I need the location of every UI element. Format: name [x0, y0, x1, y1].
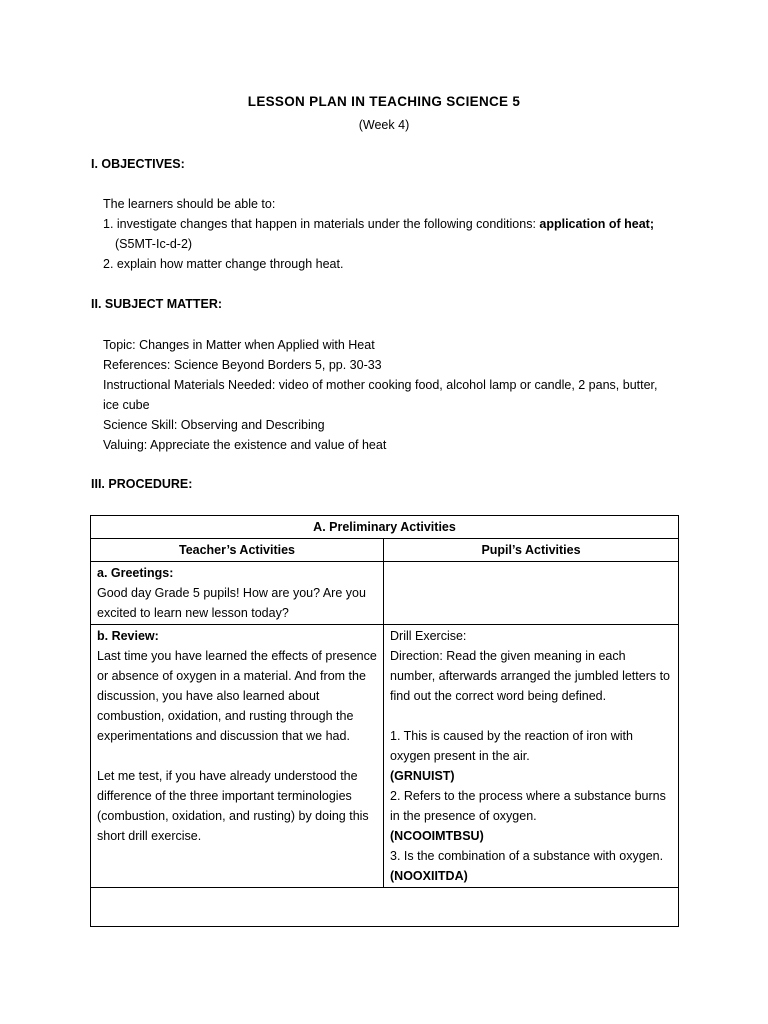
subject-valuing: Valuing: Appreciate the existence and value of heat	[103, 438, 387, 452]
objective-item-2: 2. explain how matter change through heat.	[103, 257, 344, 271]
greetings-text: Good day Grade 5 pupils! How are you? Are you excited to learn new lesson today?	[97, 586, 366, 620]
drill-answer-2: (NCOOIMTBSU)	[390, 829, 484, 843]
subject-matter-heading: II. SUBJECT MATTER:	[91, 297, 223, 311]
review-cell	[91, 625, 384, 888]
table-row	[91, 562, 679, 625]
document-title: LESSON PLAN IN TEACHING SCIENCE 5	[247, 94, 521, 109]
drill-cell	[384, 625, 679, 888]
teacher-column-header: Teacher’s Activities	[91, 539, 384, 562]
section-title-cell: A. Preliminary Activities	[91, 516, 679, 539]
procedure-table	[90, 515, 679, 927]
drill-answer-1: (GRNUIST)	[390, 769, 455, 783]
table-row	[91, 625, 679, 888]
subject-topic: Topic: Changes in Matter when Applied with Heat	[103, 338, 375, 352]
empty-row-cell	[91, 888, 679, 927]
review-paragraph-2: Let me test, if you have already understood the difference of the three important terminologies (combustion, oxidation, and rusting) by doing this short drill exercise.	[97, 769, 369, 843]
document-subtitle: (Week 4)	[358, 118, 410, 132]
procedure-heading: III. PROCEDURE:	[91, 477, 193, 491]
greetings-label: a. Greetings:	[97, 566, 174, 580]
drill-direction: Direction: Read the given meaning in each number, afterwards arranged the jumbled letters to find out the correct word being defined.	[390, 649, 671, 703]
review-paragraph-1: Last time you have learned the effects of presence or absence of oxygen in a material. And from the discussion, you have also learned about combustion, oxidation, and rusting through the experimentations and discussion that we had.	[97, 649, 377, 743]
drill-question-3: 3. Is the combination of a substance with oxygen.	[390, 849, 664, 863]
subject-references: References: Science Beyond Borders 5, pp. 30-33	[103, 358, 382, 372]
subject-materials-line-1: Instructional Materials Needed: video of mother cooking food, alcohol lamp or candle, 2 pans, butter,	[103, 378, 658, 392]
objectives-heading: I. OBJECTIVES:	[91, 157, 185, 171]
drill-answer-3: (NOOXIITDA)	[390, 869, 468, 883]
objective-item-1	[103, 217, 654, 231]
objectives-intro: The learners should be able to:	[103, 197, 276, 211]
table-row	[91, 516, 679, 539]
subject-materials-line-2: ice cube	[103, 398, 150, 412]
objective-item-1-text: 1. investigate changes that happen in materials under the following conditions:	[103, 217, 540, 231]
objective-item-1-emphasis: application of heat;	[539, 217, 654, 231]
table-row	[91, 888, 679, 927]
greetings-pupil-cell	[384, 562, 679, 625]
drill-question-2: 2. Refers to the process where a substance burns in the presence of oxygen.	[390, 789, 666, 823]
drill-question-1: 1. This is caused by the reaction of iron with oxygen present in the air.	[390, 729, 633, 763]
subject-skill: Science Skill: Observing and Describing	[103, 418, 325, 432]
drill-title: Drill Exercise:	[390, 629, 467, 643]
review-label: b. Review:	[97, 629, 159, 643]
objective-item-1-code: (S5MT-Ic-d-2)	[115, 237, 193, 251]
greetings-cell	[91, 562, 384, 625]
table-row	[91, 539, 679, 562]
pupil-column-header: Pupil’s Activities	[384, 539, 679, 562]
